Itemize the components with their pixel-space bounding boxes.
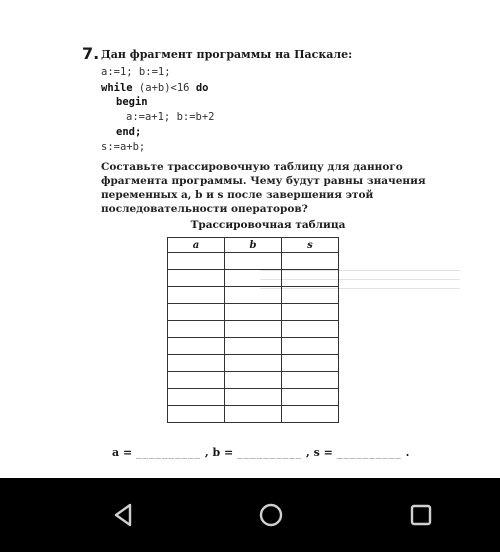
header-a: a xyxy=(168,238,225,253)
table-cell xyxy=(225,321,282,338)
trace-table xyxy=(167,237,339,423)
table-cell xyxy=(168,389,225,406)
answer-b-blank: __________ xyxy=(237,446,303,459)
table-row xyxy=(168,304,339,321)
task-text: Составьте трассировочную таблицу для данного фрагмента программы. Чему будут равны значения переменных a, b и s после завершения этой последовательности операторов? xyxy=(101,161,426,215)
table-cell xyxy=(225,253,282,270)
table-cell xyxy=(225,270,282,287)
code-line-end xyxy=(116,126,141,138)
home-button[interactable] xyxy=(256,500,286,530)
table-cell xyxy=(225,338,282,355)
table-cell xyxy=(282,389,339,406)
triangle-back-icon xyxy=(108,500,138,530)
table-row xyxy=(168,355,339,372)
answer-a-blank: __________ xyxy=(136,446,202,459)
back-button[interactable] xyxy=(108,500,138,530)
table-row xyxy=(168,372,339,389)
table-cell xyxy=(168,304,225,321)
table-title: Трассировочная таблица xyxy=(190,219,346,231)
table-cell xyxy=(168,270,225,287)
table-row xyxy=(168,321,339,338)
table-cell xyxy=(225,372,282,389)
answer-end: . xyxy=(405,446,410,459)
table-row xyxy=(168,253,339,270)
code-line-begin xyxy=(116,96,148,108)
table-cell xyxy=(282,406,339,423)
table-cell xyxy=(225,304,282,321)
header-s: s xyxy=(282,238,339,253)
answer-line xyxy=(112,446,409,459)
table-row xyxy=(168,270,339,287)
table-row xyxy=(168,406,339,423)
keyword-while: while xyxy=(101,82,133,94)
table-cell xyxy=(282,338,339,355)
keyword-end: end; xyxy=(116,126,142,138)
code-line-init: a:=1; b:=1; xyxy=(101,66,171,78)
table-cell xyxy=(282,287,339,304)
answer-b-label: , b = xyxy=(204,446,234,459)
table-cell xyxy=(168,338,225,355)
answer-s-blank: __________ xyxy=(336,446,402,459)
table-cell xyxy=(282,372,339,389)
table-cell xyxy=(225,406,282,423)
square-recent-icon xyxy=(406,500,436,530)
keyword-begin: begin xyxy=(116,96,148,108)
table-cell xyxy=(225,389,282,406)
circle-home-icon xyxy=(256,500,286,530)
table-cell xyxy=(282,355,339,372)
exercise-number: 7. xyxy=(82,44,100,63)
table-cell xyxy=(168,406,225,423)
table-cell xyxy=(225,287,282,304)
answer-s-label: , s = xyxy=(305,446,333,459)
table-cell xyxy=(282,304,339,321)
code-line-while xyxy=(101,82,208,94)
android-nav-bar xyxy=(0,478,500,552)
table-row xyxy=(168,338,339,355)
code-line-sum: s:=a+b; xyxy=(101,141,146,153)
table-cell xyxy=(168,253,225,270)
table-cell xyxy=(168,287,225,304)
recent-apps-button[interactable] xyxy=(406,500,436,530)
table-header-row xyxy=(168,238,339,253)
table-row xyxy=(168,287,339,304)
table-cell xyxy=(282,253,339,270)
header-b: b xyxy=(225,238,282,253)
table-cell xyxy=(225,355,282,372)
answer-a-label: a = xyxy=(112,446,133,459)
table-cell xyxy=(168,355,225,372)
code-line-body: a:=a+1; b:=b+2 xyxy=(126,111,215,123)
table-cell xyxy=(282,321,339,338)
keyword-do: do xyxy=(195,82,209,94)
table-cell xyxy=(282,270,339,287)
table-cell xyxy=(168,372,225,389)
while-condition: (a+b)<16 xyxy=(132,82,196,94)
table-cell xyxy=(168,321,225,338)
table-row xyxy=(168,389,339,406)
exercise-intro: Дан фрагмент программы на Паскале: xyxy=(101,48,353,61)
